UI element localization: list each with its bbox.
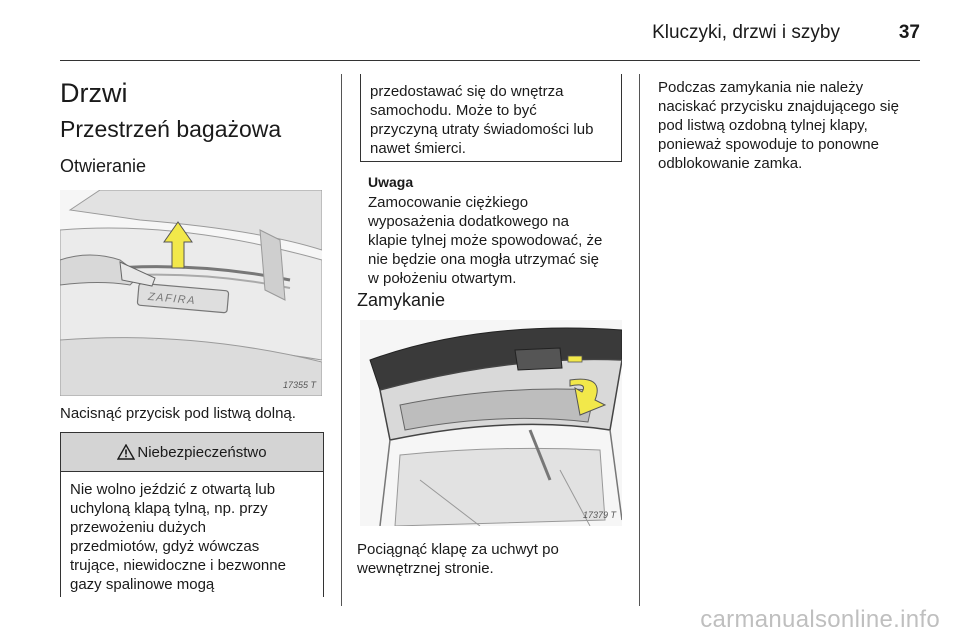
note-line: wyposażenia dodatkowego na [368,213,569,230]
figure-id: 17355 T [282,380,316,390]
figure-id: 17379 T [582,510,616,520]
warning-text [61,472,323,594]
closing-note-text [658,78,899,173]
caption-opening: Nacisnąć przycisk pod listwą dolną. [60,405,296,422]
note-line: Zamocowanie ciężkiego [368,194,529,211]
warning-header [61,433,323,472]
caption-line: wewnętrznej stronie. [357,560,494,577]
note-label: Uwaga [368,174,414,190]
tailgate-illustration [60,190,322,396]
figure-opening-tailgate [60,190,322,396]
note-line: nie będzie ona mogła utrzymać się [368,251,599,268]
warning-line: trujące, niewidoczne i bezwonne [70,557,286,574]
watermark: carmanualsonline.info [700,606,940,633]
note-line: w położeniu otwartym. [368,270,517,287]
note-text [368,193,602,288]
header-rule [60,60,920,61]
text-line: pod listwą ozdobną tylnej klapy, [658,117,868,134]
text-line: odblokowanie zamka. [658,155,803,172]
subheading-closing: Zamykanie [357,290,446,310]
header-title: Kluczyki, drzwi i szyby [652,22,840,43]
warning-line: przedmiotów, gdyż wówczas [70,538,260,555]
note-line: klapie tylnej może spowodować, że [368,232,603,249]
warning-icon [117,444,135,460]
column-divider-1 [341,74,342,606]
column-divider-2 [639,74,640,606]
warning-box [60,432,324,597]
warning-continuation-box [360,74,622,162]
warning-line: uchyloną klapą tylną, np. przy [70,500,268,517]
figure-closing-tailgate [360,320,622,526]
closing-illustration [360,320,622,526]
subsection-heading: Przestrzeń bagażowa [60,116,282,142]
warning-line: nawet śmierci. [370,140,466,157]
warning-line: przedostawać się do wnętrza [370,83,564,100]
text-line: ponieważ spowoduje to ponowne [658,136,879,153]
warning-line: gazy spalinowe mogą [70,576,215,593]
warning-line: przewożeniu dużych [70,519,206,536]
subheading-opening: Otwieranie [60,156,147,176]
text-line: Podczas zamykania nie należy [658,79,864,96]
page-number: 37 [898,22,920,43]
warning-line: przyczyną utraty świadomości lub [370,121,594,138]
warning-line: Nie wolno jeździć z otwartą lub [70,481,276,498]
caption-closing [357,540,559,578]
section-heading: Drzwi [60,78,128,108]
text-line: naciskać przycisku znajdującego się [658,98,899,115]
caption-line: Pociągnąć klapę za uchwyt po [357,541,559,558]
warning-title: Niebezpieczeństwo [137,443,267,461]
zafira-badge: ZAFIRA [147,290,197,308]
warning-line: samochodu. Może to być [370,102,537,119]
